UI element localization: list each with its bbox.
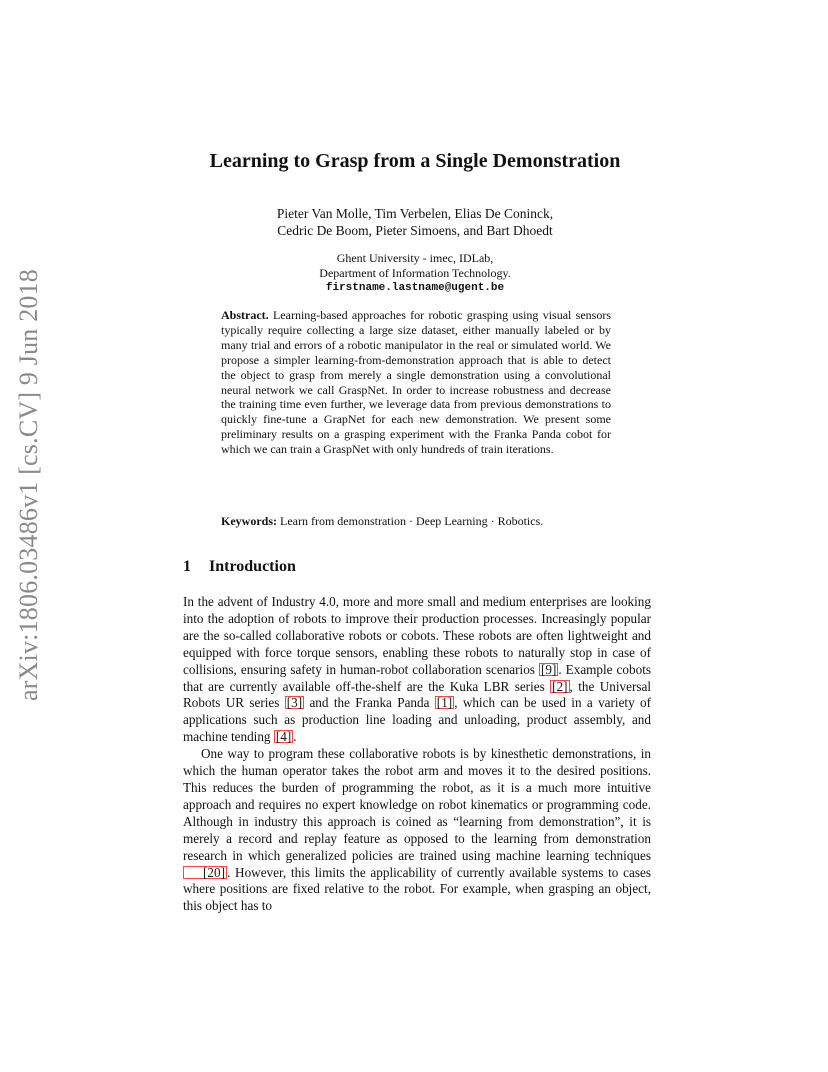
paragraph	[183, 594, 651, 746]
keywords-label: Keywords:	[221, 514, 277, 528]
citation-link[interactable]: [20]	[183, 866, 227, 879]
affiliation-line-2: Department of Information Technology.	[319, 266, 511, 280]
introduction-body	[183, 594, 651, 915]
abstract-text: Learning-based approaches for robotic grasping using visual sensors typically require collecting a large size dataset, either manually labeled or by many trial and errors of a robotic manipulator in the real or simulated world. We propose a simpler learning-from-demonstration approach that is able to detect the object to grasp from merely a single demonstration using a convolutional neural network we call GraspNet. In order to increase robustness and decrease the training time even further, we leverage data from previous demonstrations to quickly fine-tune a GrapNet for each new demonstration. We present some preliminary results on a grasping experiment with the Franka Panda cobot for which we can train a GraspNet with only hundreds of train iterations.	[221, 308, 611, 457]
paragraph-text: .	[293, 729, 297, 745]
citation-link[interactable]: [2]	[552, 678, 568, 694]
arxiv-identifier-text: arXiv:1806.03486v1 [cs.CV] 9 Jun 2018	[14, 268, 44, 702]
paragraph	[183, 746, 651, 915]
paragraph-text: . However, this limits the applicability of currently available systems to cases where positions are fixed relative to the robot. For example, when grasping an object, this object has to	[183, 864, 651, 914]
section-title: Introduction	[209, 558, 296, 575]
affiliation	[200, 251, 630, 296]
section-number: 1	[183, 558, 191, 575]
section-heading	[183, 558, 296, 576]
author-line-2: Cedric De Boom, Pieter Simoens, and Bart Dhoedt	[277, 223, 553, 238]
keywords	[221, 514, 611, 529]
citation-link[interactable]: [3]	[286, 695, 303, 711]
paragraph-text: , which can be used in a variety of applications such as production line loading and unloading, product assembly, and machine tending	[183, 695, 652, 745]
paragraph-text: and the Franka Panda	[304, 695, 435, 711]
abstract-label: Abstract.	[221, 308, 269, 322]
author-email[interactable]: firstname.lastname@ugent.be	[325, 282, 505, 294]
citation-link[interactable]: [4]	[275, 729, 292, 745]
author-list	[180, 205, 650, 239]
paragraph-text: In the advent of Industry 4.0, more and more small and medium enterprises are looking into the adoption of robots to improve their production processes. Increasingly popular are the so-called collaborative robots or cobots. These robots are often lightweight and equipped with force torque sensors, enabling these robots to naturally stop in case of collisions, ensuring safety in human-robot collaboration scenarios	[183, 594, 651, 677]
author-line-1: Pieter Van Molle, Tim Verbelen, Elias De Coninck,	[276, 206, 554, 221]
paper-title: Learning to Grasp from a Single Demonstration	[209, 150, 621, 172]
paragraph-text: . Example cobots that are currently available off-the-shelf are the Kuka LBR series	[183, 661, 651, 694]
affiliation-line-1: Ghent University - imec, IDLab,	[336, 251, 494, 265]
citation-link[interactable]: [9]	[540, 661, 557, 677]
paragraph-text: One way to program these collaborative robots is by kinesthetic demonstrations, in which the human operator takes the robot arm and moves it to the desired positions. This reduces the burden of programming the robot, as it is a much more intuitive approach and requires no expert knowledge on robot kinematics or programming code. Although in industry this approach is coined as “learning from demonstration”, it is merely a record and replay feature as opposed to the learning from demonstration research in which generalized policies are trained using machine learning techniques	[183, 746, 651, 863]
paragraph-text: , the Universal Robots UR series	[183, 678, 651, 711]
abstract	[221, 308, 611, 457]
citation-link[interactable]: [1]	[436, 695, 453, 711]
arxiv-identifier-stamp	[12, 268, 46, 702]
keywords-text: Learn from demonstration · Deep Learning · Robotics.	[280, 514, 544, 528]
